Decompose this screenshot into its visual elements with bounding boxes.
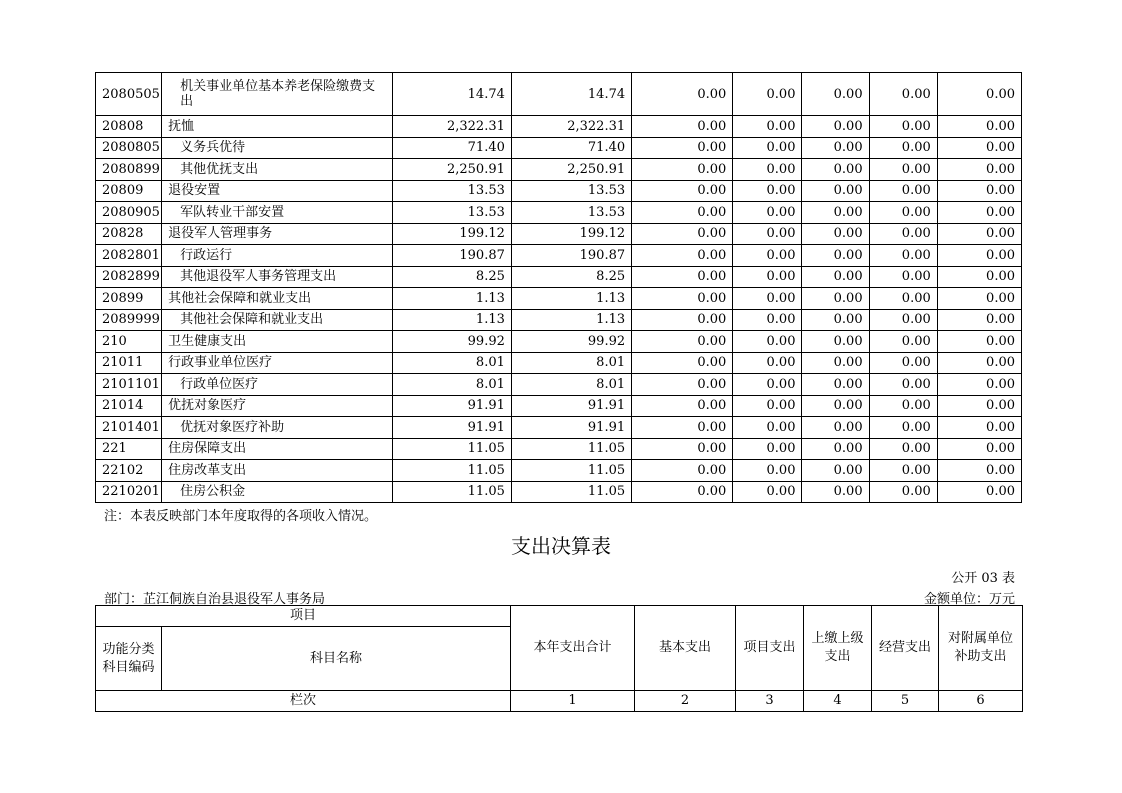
- amount-cell: 0.00: [733, 116, 802, 138]
- amount-cell: 0.00: [802, 116, 869, 138]
- amount-cell: 0.00: [937, 352, 1021, 374]
- subject-name: [162, 438, 392, 460]
- amount-cell: 0.00: [802, 245, 869, 267]
- amount-cell: 0.00: [632, 417, 733, 439]
- table-row: [96, 116, 1022, 138]
- amount-cell: 0.00: [733, 223, 802, 245]
- amount-cell: 0.00: [733, 395, 802, 417]
- amount-cell: 0.00: [869, 460, 937, 482]
- amount-cell: 0.00: [632, 137, 733, 159]
- amount-cell: 0.00: [869, 266, 937, 288]
- amount-cell: 0.00: [937, 438, 1021, 460]
- amount-cell: 0.00: [937, 395, 1021, 417]
- amount-cell: 0.00: [937, 223, 1021, 245]
- amount-cell: 0.00: [869, 288, 937, 310]
- amount-cell: 0.00: [632, 180, 733, 202]
- amount-cell: 13.53: [392, 202, 511, 224]
- amount-cell: 8.01: [392, 374, 511, 396]
- amount-cell: 91.91: [392, 417, 511, 439]
- amount-cell: 0.00: [869, 481, 937, 503]
- amount-cell: 0.00: [937, 309, 1021, 331]
- amount-cell: 0.00: [632, 73, 733, 116]
- department-label: 部门：芷江侗族自治县退役军人事务局: [104, 592, 326, 607]
- amount-cell: 8.25: [392, 266, 511, 288]
- amount-cell: 0.00: [869, 438, 937, 460]
- amount-cell: 14.74: [392, 73, 511, 116]
- amount-cell: 0.00: [733, 245, 802, 267]
- subject-code: 22102: [96, 460, 162, 482]
- amount-cell: 0.00: [802, 137, 869, 159]
- subject-code: 20899: [96, 288, 162, 310]
- code-header: 功能分类科目编码: [96, 627, 162, 691]
- subject-code: 210: [96, 331, 162, 353]
- col-index-6: 6: [939, 691, 1023, 712]
- subject-name: [162, 223, 392, 245]
- table-row: [96, 374, 1022, 396]
- amount-cell: 2,322.31: [511, 116, 631, 138]
- amount-cell: 0.00: [869, 137, 937, 159]
- amount-cell: 0.00: [802, 309, 869, 331]
- amount-cell: 0.00: [802, 481, 869, 503]
- amount-cell: 99.92: [392, 331, 511, 353]
- subject-name-text: 军队转业干部安置: [180, 204, 285, 220]
- form-number: 公开 03 表: [951, 571, 1015, 586]
- subject-code: 2101401: [96, 417, 162, 439]
- amount-cell: 0.00: [733, 374, 802, 396]
- amount-cell: 0.00: [632, 116, 733, 138]
- amount-cell: 2,250.91: [392, 159, 511, 181]
- amount-cell: 71.40: [392, 137, 511, 159]
- amount-cell: 0.00: [802, 438, 869, 460]
- subject-name: [162, 460, 392, 482]
- subject-name-text: 优抚对象医疗: [168, 398, 247, 414]
- amount-cell: 0.00: [632, 309, 733, 331]
- amount-cell: 0.00: [802, 223, 869, 245]
- subject-name-text: 行政事业单位医疗: [168, 355, 273, 371]
- subject-name-text: 住房改革支出: [168, 462, 247, 478]
- table-row: [96, 137, 1022, 159]
- subject-name: [162, 202, 392, 224]
- table-row: [96, 331, 1022, 353]
- subject-name-text: 其他优抚支出: [180, 161, 259, 177]
- subject-name: [162, 352, 392, 374]
- subject-code: 2101101: [96, 374, 162, 396]
- subject-code: 2080805: [96, 137, 162, 159]
- amount-cell: 0.00: [632, 374, 733, 396]
- amount-cell: 0.00: [937, 137, 1021, 159]
- amount-cell: 99.92: [511, 331, 631, 353]
- amount-cell: 1.13: [392, 309, 511, 331]
- col-business-header: 经营支出: [872, 606, 939, 691]
- subject-name: [162, 309, 392, 331]
- amount-cell: 0.00: [937, 460, 1021, 482]
- amount-cell: 2,250.91: [511, 159, 631, 181]
- page-title: 支出决算表: [511, 534, 611, 558]
- subject-code: 2082899: [96, 266, 162, 288]
- amount-cell: 0.00: [937, 202, 1021, 224]
- amount-cell: 0.00: [802, 202, 869, 224]
- amount-cell: 8.01: [392, 352, 511, 374]
- amount-cell: 11.05: [392, 438, 511, 460]
- table-row: [96, 266, 1022, 288]
- subject-name: [162, 73, 392, 116]
- subject-code: 2089999: [96, 309, 162, 331]
- subject-name-text: 义务兵优待: [180, 140, 246, 156]
- amount-cell: 0.00: [632, 223, 733, 245]
- item-header: 项目: [96, 606, 511, 627]
- table-row: [96, 245, 1022, 267]
- amount-cell: 0.00: [733, 180, 802, 202]
- table-note: 注：本表反映部门本年度取得的各项收入情况。: [104, 509, 378, 524]
- subject-name-text: 退役军人管理事务: [168, 226, 273, 242]
- col-index-4: 4: [804, 691, 872, 712]
- amount-cell: 0.00: [733, 159, 802, 181]
- subject-name: [162, 417, 392, 439]
- amount-cell: 0.00: [632, 245, 733, 267]
- subject-name: [162, 288, 392, 310]
- income-table-body: [96, 73, 1022, 503]
- subject-code: 2210201: [96, 481, 162, 503]
- amount-cell: 0.00: [869, 331, 937, 353]
- subject-name: [162, 266, 392, 288]
- amount-cell: 0.00: [802, 180, 869, 202]
- amount-cell: 11.05: [392, 481, 511, 503]
- amount-cell: 0.00: [802, 288, 869, 310]
- amount-cell: 0.00: [733, 202, 802, 224]
- amount-cell: 0.00: [937, 481, 1021, 503]
- amount-cell: 13.53: [511, 202, 631, 224]
- amount-cell: 11.05: [511, 438, 631, 460]
- subject-name-text: 其他退役军人事务管理支出: [180, 269, 337, 285]
- amount-cell: 0.00: [632, 288, 733, 310]
- subject-code: 21014: [96, 395, 162, 417]
- amount-cell: 0.00: [733, 481, 802, 503]
- amount-cell: 2,322.31: [392, 116, 511, 138]
- amount-cell: 14.74: [511, 73, 631, 116]
- amount-cell: 0.00: [802, 417, 869, 439]
- amount-cell: 1.13: [511, 309, 631, 331]
- amount-cell: 0.00: [632, 331, 733, 353]
- amount-cell: 0.00: [632, 438, 733, 460]
- amount-cell: 0.00: [869, 223, 937, 245]
- amount-cell: 0.00: [937, 374, 1021, 396]
- amount-cell: 199.12: [392, 223, 511, 245]
- amount-cell: 0.00: [937, 288, 1021, 310]
- amount-cell: 1.13: [392, 288, 511, 310]
- amount-cell: 0.00: [632, 460, 733, 482]
- amount-cell: 190.87: [511, 245, 631, 267]
- subject-name-text: 行政运行: [180, 247, 233, 263]
- subject-name-text: 住房公积金: [180, 484, 246, 500]
- amount-cell: 0.00: [802, 159, 869, 181]
- amount-cell: 0.00: [937, 180, 1021, 202]
- amount-cell: 0.00: [937, 417, 1021, 439]
- amount-cell: 0.00: [802, 352, 869, 374]
- amount-cell: 0.00: [802, 460, 869, 482]
- subject-name: [162, 481, 392, 503]
- amount-cell: 0.00: [869, 374, 937, 396]
- subject-name: [162, 137, 392, 159]
- amount-cell: 0.00: [733, 417, 802, 439]
- subject-code: 2080899: [96, 159, 162, 181]
- subject-name: [162, 374, 392, 396]
- amount-cell: 0.00: [733, 438, 802, 460]
- subject-name-text: 其他社会保障和就业支出: [168, 290, 312, 306]
- amount-cell: 0.00: [869, 116, 937, 138]
- subject-name-text: 抚恤: [168, 118, 195, 134]
- amount-cell: 0.00: [733, 352, 802, 374]
- subject-code: 21011: [96, 352, 162, 374]
- col-subsidy-header: 对附属单位补助支出: [939, 606, 1023, 691]
- table-row: [96, 309, 1022, 331]
- amount-cell: 0.00: [733, 266, 802, 288]
- amount-cell: 0.00: [733, 288, 802, 310]
- table-row: [96, 288, 1022, 310]
- subject-name-text: 行政单位医疗: [180, 376, 259, 392]
- col-total-header: 本年支出合计: [511, 606, 635, 691]
- subject-code: 2080905: [96, 202, 162, 224]
- amount-cell: 0.00: [632, 159, 733, 181]
- table-row: [96, 438, 1022, 460]
- amount-cell: 0.00: [937, 245, 1021, 267]
- amount-cell: 0.00: [802, 374, 869, 396]
- col-index-1: 1: [511, 691, 635, 712]
- table-row: [96, 180, 1022, 202]
- subject-name-text: 机关事业单位基本养老保险缴费支出: [180, 79, 376, 109]
- income-detail-table: [95, 72, 1022, 503]
- subject-code: 2080505: [96, 73, 162, 116]
- amount-cell: 190.87: [392, 245, 511, 267]
- table-row: [96, 159, 1022, 181]
- amount-cell: 11.05: [511, 460, 631, 482]
- amount-cell: 91.91: [511, 395, 631, 417]
- amount-unit-label: 金额单位：万元: [923, 592, 1015, 607]
- amount-cell: 0.00: [937, 266, 1021, 288]
- table-row: [96, 223, 1022, 245]
- amount-cell: 0.00: [869, 417, 937, 439]
- name-header: 科目名称: [162, 627, 511, 691]
- amount-cell: 0.00: [733, 73, 802, 116]
- subject-name-text: 住房保障支出: [168, 441, 247, 457]
- amount-cell: 0.00: [869, 180, 937, 202]
- amount-cell: 8.01: [511, 352, 631, 374]
- subject-name: [162, 180, 392, 202]
- amount-cell: 0.00: [802, 331, 869, 353]
- amount-cell: 0.00: [869, 73, 937, 116]
- amount-cell: 0.00: [869, 395, 937, 417]
- table-row: [96, 395, 1022, 417]
- col-project-header: 项目支出: [736, 606, 804, 691]
- amount-cell: 0.00: [937, 159, 1021, 181]
- subject-code: 20828: [96, 223, 162, 245]
- amount-cell: 199.12: [511, 223, 631, 245]
- table-row: [96, 460, 1022, 482]
- col-index-2: 2: [635, 691, 736, 712]
- subject-name-text: 退役安置: [168, 183, 221, 199]
- subject-name: [162, 116, 392, 138]
- amount-cell: 0.00: [733, 137, 802, 159]
- row-index-label: 栏次: [96, 691, 511, 712]
- table-row: [96, 352, 1022, 374]
- amount-cell: 0.00: [937, 331, 1021, 353]
- subject-code: 20808: [96, 116, 162, 138]
- amount-cell: 0.00: [937, 116, 1021, 138]
- amount-cell: 11.05: [511, 481, 631, 503]
- amount-cell: 0.00: [869, 309, 937, 331]
- amount-cell: 1.13: [511, 288, 631, 310]
- amount-cell: 71.40: [511, 137, 631, 159]
- subject-name-text: 其他社会保障和就业支出: [180, 312, 324, 328]
- subject-code: 221: [96, 438, 162, 460]
- col-upper-header: 上缴上级支出: [804, 606, 872, 691]
- amount-cell: 0.00: [869, 159, 937, 181]
- amount-cell: 0.00: [733, 309, 802, 331]
- amount-cell: 13.53: [511, 180, 631, 202]
- amount-cell: 0.00: [869, 245, 937, 267]
- amount-cell: 0.00: [632, 481, 733, 503]
- col-basic-header: 基本支出: [635, 606, 736, 691]
- amount-cell: 8.25: [511, 266, 631, 288]
- table-row: [96, 417, 1022, 439]
- table-row: [96, 481, 1022, 503]
- amount-cell: 0.00: [632, 202, 733, 224]
- amount-cell: 0.00: [802, 266, 869, 288]
- subject-name: [162, 245, 392, 267]
- amount-cell: 0.00: [632, 266, 733, 288]
- amount-cell: 13.53: [392, 180, 511, 202]
- amount-cell: 11.05: [392, 460, 511, 482]
- subject-name: [162, 331, 392, 353]
- subject-name-text: 优抚对象医疗补助: [180, 419, 285, 435]
- amount-cell: 0.00: [869, 352, 937, 374]
- amount-cell: 0.00: [733, 331, 802, 353]
- table-row: [96, 73, 1022, 116]
- col-index-5: 5: [872, 691, 939, 712]
- subject-name: [162, 159, 392, 181]
- amount-cell: 91.91: [392, 395, 511, 417]
- expenditure-header-table: [95, 605, 1023, 712]
- subject-name-text: 卫生健康支出: [168, 333, 247, 349]
- amount-cell: 0.00: [937, 73, 1021, 116]
- table-row: [96, 202, 1022, 224]
- amount-cell: 91.91: [511, 417, 631, 439]
- amount-cell: 0.00: [802, 73, 869, 116]
- subject-code: 20809: [96, 180, 162, 202]
- subject-code: 2082801: [96, 245, 162, 267]
- col-index-3: 3: [736, 691, 804, 712]
- amount-cell: 0.00: [632, 352, 733, 374]
- amount-cell: 0.00: [632, 395, 733, 417]
- amount-cell: 8.01: [511, 374, 631, 396]
- subject-name: [162, 395, 392, 417]
- amount-cell: 0.00: [869, 202, 937, 224]
- amount-cell: 0.00: [802, 395, 869, 417]
- amount-cell: 0.00: [733, 460, 802, 482]
